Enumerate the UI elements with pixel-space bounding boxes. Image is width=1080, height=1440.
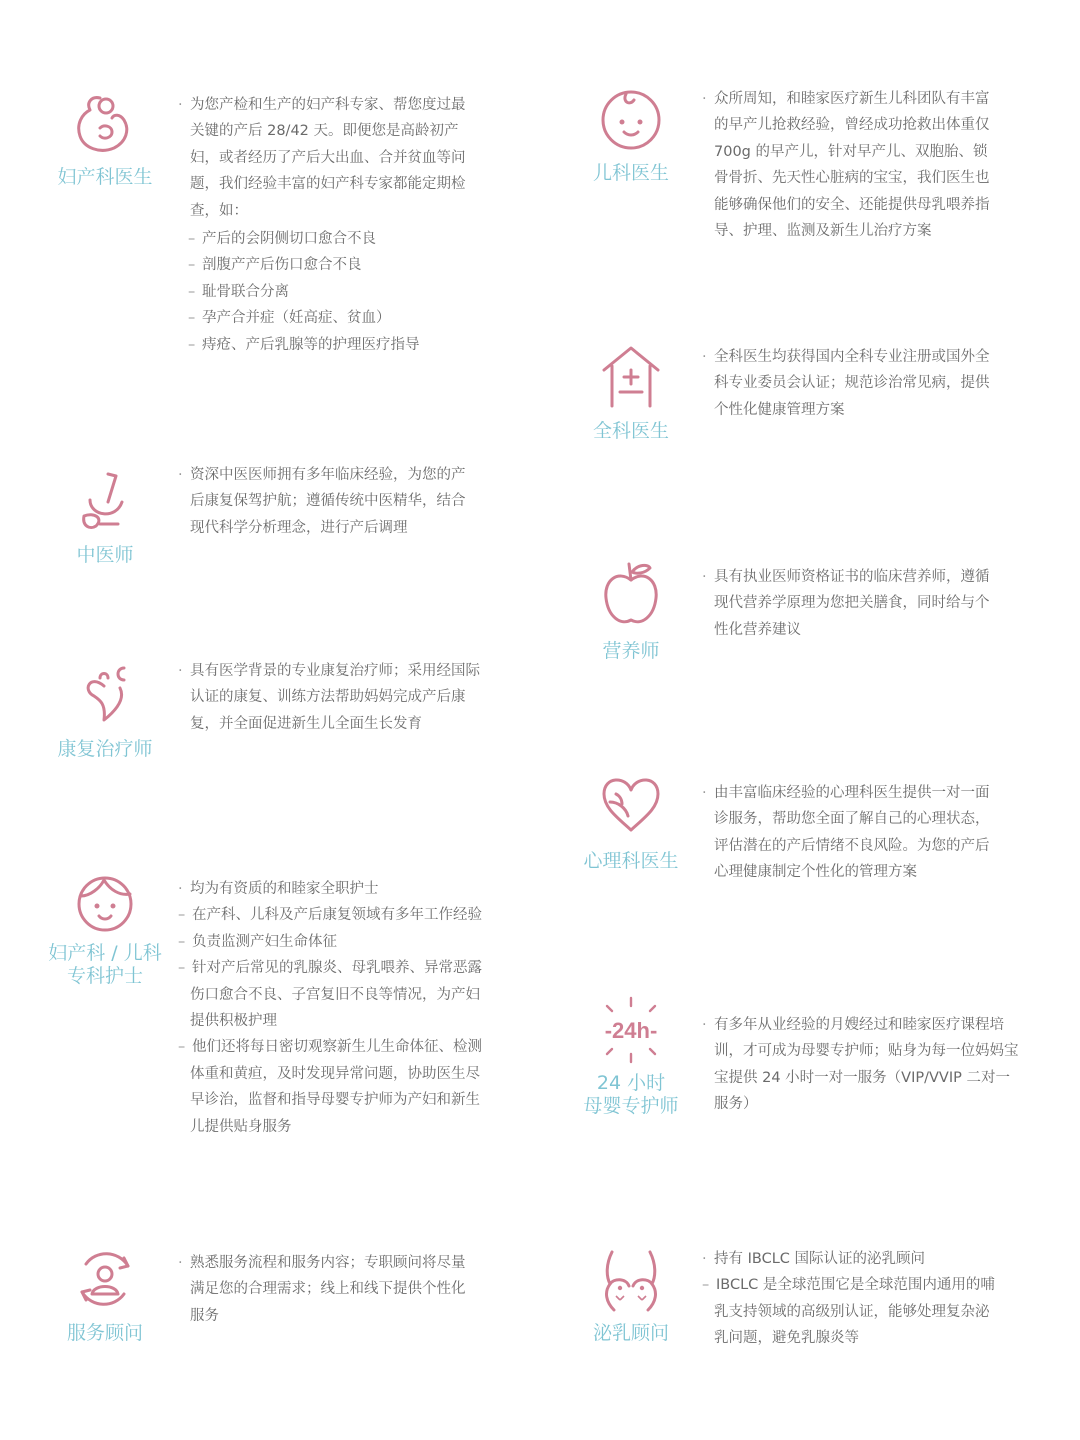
- caregiver-section: [576, 994, 686, 1118]
- service-consultant-icon: [70, 1244, 140, 1314]
- obgyn-intro: · 为您产检和生产的妇产科专家、帮您度过最关键的产后 28/42 天。即便您是高龄初产妇，或者经历了产后大出血、合并贫血等问题，我们经验丰富的妇产科专家都能定期检查，如：: [178, 92, 468, 224]
- tcm-title: 中医师: [76, 544, 134, 566]
- nutrition-title: 营养师: [602, 640, 660, 662]
- tcm-intro: · 资深中医医师拥有多年临床经验，为您的产后康复保驾护航；遵循传统中医精华，结合现代科学分析理念，进行产后调理: [178, 462, 470, 541]
- lactation-intro: · 持有 IBCLC 国际认证的泌乳顾问: [702, 1246, 1000, 1272]
- obgyn-item: – 痔疮、产后乳腺等的护理医疗指导: [188, 332, 468, 358]
- gp-description: [702, 344, 992, 423]
- caregiver-title-line1: 24 小时: [596, 1072, 666, 1094]
- nurse-title-line2: 专科护士: [66, 965, 143, 987]
- rehab-section: [50, 660, 160, 761]
- obgyn-item: – 孕产合并症（妊高症、贫血）: [188, 305, 468, 331]
- consultant-section: [50, 1244, 160, 1345]
- clinic-cross-icon: [596, 342, 666, 412]
- obgyn-item: – 产后的会阴侧切口愈合不良: [188, 226, 468, 252]
- rehab-description: [178, 658, 480, 737]
- pediatrics-description: [702, 86, 996, 244]
- lactation-item: – IBCLC 是全球范围它是全球范围内通用的哺乳支持领域的高级别认证，能够处理复杂泌乳问题，避免乳腺炎等: [702, 1272, 1000, 1351]
- psych-title: 心理科医生: [583, 850, 679, 872]
- rehab-intro: · 具有医学背景的专业康复治疗师；采用经国际认证的康复、训练方法帮助妈妈完成产后康复，并全面促进新生儿全面生长发育: [178, 658, 480, 737]
- nutrition-description: [702, 564, 992, 643]
- obgyn-description: [178, 92, 468, 358]
- psych-section: [576, 772, 686, 873]
- obgyn-item: – 耻骨联合分离: [188, 279, 468, 305]
- nurse-item: – 他们还将每日密切观察新生儿生命体征、检测体重和黄疸，及时发现异常问题，协助医生尽早诊治，监督和指导母婴专护师为产妇和新生儿提供贴身服务: [178, 1034, 494, 1140]
- psych-description: [702, 780, 992, 886]
- baby-face-icon: [596, 84, 666, 154]
- tcm-section: [50, 466, 160, 567]
- 24h-text: -24h-: [604, 1018, 658, 1043]
- nutrition-section: [576, 558, 686, 663]
- heart-hands-icon: [596, 772, 666, 834]
- obgyn-section: [50, 88, 160, 189]
- lactation-section: [576, 1248, 686, 1345]
- pediatrics-title: 儿科医生: [592, 162, 669, 184]
- nurse-section: [50, 866, 160, 988]
- gp-intro: · 全科医生均获得国内全科专业注册或国外全科专业委员会认证；规范诊治常见病，提供个性化健康管理方案: [702, 344, 992, 423]
- nurse-item: – 负责监测产妇生命体征: [178, 929, 494, 955]
- obgyn-item: – 剖腹产产后伤口愈合不良: [188, 252, 468, 278]
- pregnant-mother-icon: [70, 88, 140, 158]
- consultant-intro: · 熟悉服务流程和服务内容；专职顾问将尽量满足您的合理需求；线上和线下提供个性化服务: [178, 1250, 470, 1329]
- lactation-title: 泌乳顾问: [592, 1322, 669, 1344]
- consultant-description: [178, 1250, 470, 1329]
- gp-section: [576, 342, 686, 443]
- nurse-description: [178, 876, 494, 1140]
- lactation-description: [702, 1246, 1000, 1352]
- rehab-title: 康复治疗师: [57, 738, 153, 760]
- nutrition-intro: · 具有执业医师资格证书的临床营养师，遵循现代营养学原理为您把关膳食，同时给与个性化营养建议: [702, 564, 992, 643]
- nurse-title-line1: 妇产科 / 儿科: [48, 942, 162, 964]
- 24h-clock-icon: [591, 994, 671, 1066]
- caregiver-title-line2: 母婴专护师: [583, 1095, 679, 1117]
- obgyn-title: 妇产科医生: [57, 166, 153, 188]
- apple-icon: [596, 558, 666, 630]
- caregiver-description: [702, 1012, 1020, 1118]
- pediatrics-intro: · 众所周知，和睦家医疗新生儿科团队有丰富的早产儿抢救经验，曾经成功抢救出体重仅 700g 的早产儿，针对早产儿、双胞胎、锁骨骨折、先天性心脏病的宝宝，我们医生也能够确保他们的安全、还能提供母乳喂养指导、护理、监测及新生儿治疗方案: [702, 86, 996, 244]
- breastfeeding-icon: [596, 1248, 666, 1314]
- nurse-intro: · 均为有资质的和睦家全职护士: [178, 876, 494, 902]
- nurse-face-icon: [70, 866, 140, 936]
- gp-title: 全科医生: [592, 420, 669, 442]
- tcm-description: [178, 462, 470, 541]
- caregiver-intro: · 有多年从业经验的月嫂经过和睦家医疗课程培训，才可成为母婴专护师；贴身为每一位妈妈宝宝提供 24 小时一对一服务（VIP/VVIP 二对一服务）: [702, 1012, 1020, 1118]
- nurse-item: – 针对产后常见的乳腺炎、母乳喂养、异常恶露伤口愈合不良、子宫复旧不良等情况，为产妇提供积极护理: [178, 955, 494, 1034]
- nurse-item: – 在产科、儿科及产后康复领域有多年工作经验: [178, 902, 494, 928]
- heart-hand-icon: [70, 660, 140, 730]
- mortar-pestle-icon: [70, 466, 140, 536]
- consultant-title: 服务顾问: [66, 1322, 143, 1344]
- pediatrics-section: [576, 84, 686, 185]
- psych-intro: · 由丰富临床经验的心理科医生提供一对一面诊服务，帮助您全面了解自己的心理状态，评估潜在的产后情绪不良风险。为您的产后心理健康制定个性化的管理方案: [702, 780, 992, 886]
